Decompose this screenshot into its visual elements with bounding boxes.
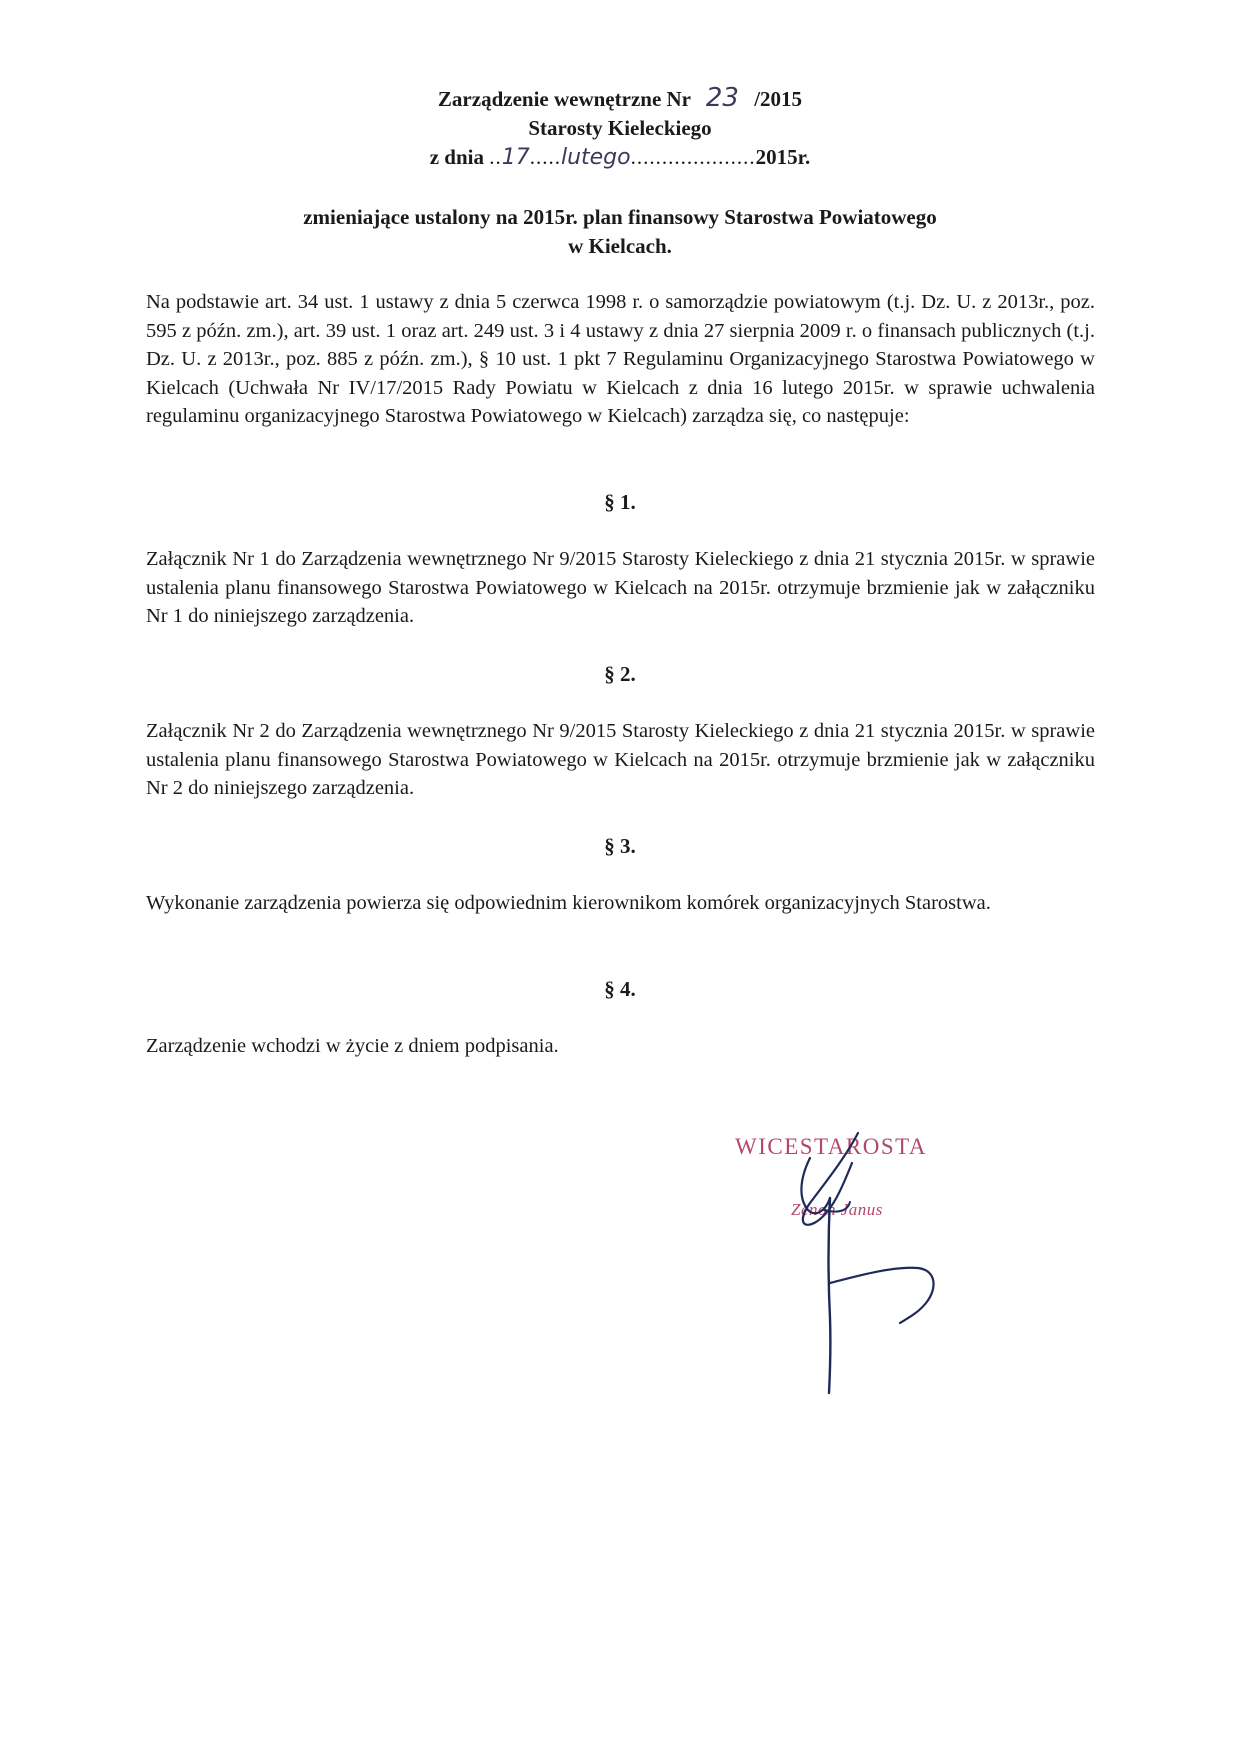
section-mark-1: § 1. <box>604 490 636 514</box>
date-prefix: z dnia <box>429 145 484 169</box>
title-line-1: zmieniające ustalony na 2015r. plan finansowy Starostwa Powiatowego <box>303 205 937 229</box>
date-suffix: 2015r. <box>755 145 811 169</box>
header-line-3: z dnia ..17.....lutego....................2015r. <box>429 145 811 170</box>
preamble-paragraph: Na podstawie art. 34 ust. 1 ustawy z dnia 5 czerwca 1998 r. o samorządzie powiatowym (t.j. Dz. U. z 2013r., poz. 595 z późn. zm.), art. 39 ust. 1 oraz art. 249 ust. 3 i 4 ustawy z dnia 27 sierpnia 2009 r. o finansach publicznych (t.j. Dz. U. z 2013r., poz. 885 z późn. zm.), § 10 ust. 1 pkt 7 Regulaminu Organizacyjnego Starostwa Powiatowego w Kielcach (Uchwała Nr IV/17/2015 Rady Powiatu w Kielcach z dnia 16 lutego 2015r. w sprawie uchwalenia regulaminu organizacyjnego Starostwa Powiatowego w Kielcach) zarządza się, co następuje: <box>146 291 1095 427</box>
document-header <box>0 84 1240 172</box>
section-text-2: Załącznik Nr 2 do Zarządzenia wewnętrznego Nr 9/2015 Starosty Kieleckiego z dnia 21 stycznia 2015r. w sprawie ustalenia planu finansowego Starostwa Powiatowego w Kielcach na 2015r. otrzymuje brzmienie jak w załączniku Nr 2 do niniejszego zarządzenia. <box>146 720 1095 799</box>
header-line-1 <box>0 84 1240 114</box>
stamp-name: Zenon Janus <box>791 1200 883 1219</box>
document-title <box>0 203 1240 261</box>
section-text-1: Załącznik Nr 1 do Zarządzenia wewnętrznego Nr 9/2015 Starosty Kieleckiego z dnia 21 stycznia 2015r. w sprawie ustalenia planu finansowego Starostwa Powiatowego w Kielcach na 2015r. otrzymuje brzmienie jak w załączniku Nr 1 do niniejszego zarządzenia. <box>146 548 1095 627</box>
section-mark-4: § 4. <box>604 977 636 1001</box>
handwritten-signature <box>790 1118 970 1403</box>
handwritten-number: 23 <box>705 83 739 113</box>
section-text-3: Wykonanie zarządzenia powierza się odpowiednim kierownikom komórek organizacyjnych Starostwa. <box>146 892 991 914</box>
title-line-2: w Kielcach. <box>568 234 672 258</box>
handwritten-month: lutego <box>560 145 631 170</box>
header-prefix: Zarządzenie wewnętrzne Nr <box>437 87 691 111</box>
header-year: /2015 <box>754 87 803 111</box>
section-mark-3: § 3. <box>604 834 636 858</box>
stamp-title: WICESTAROSTA <box>735 1134 927 1159</box>
section-text-4: Zarządzenie wchodzi w życie z dniem podpisania. <box>146 1035 559 1057</box>
section-mark-2: § 2. <box>604 662 636 686</box>
handwritten-day: 17 <box>501 145 530 170</box>
header-line-2: Starosty Kieleckiego <box>528 116 712 140</box>
